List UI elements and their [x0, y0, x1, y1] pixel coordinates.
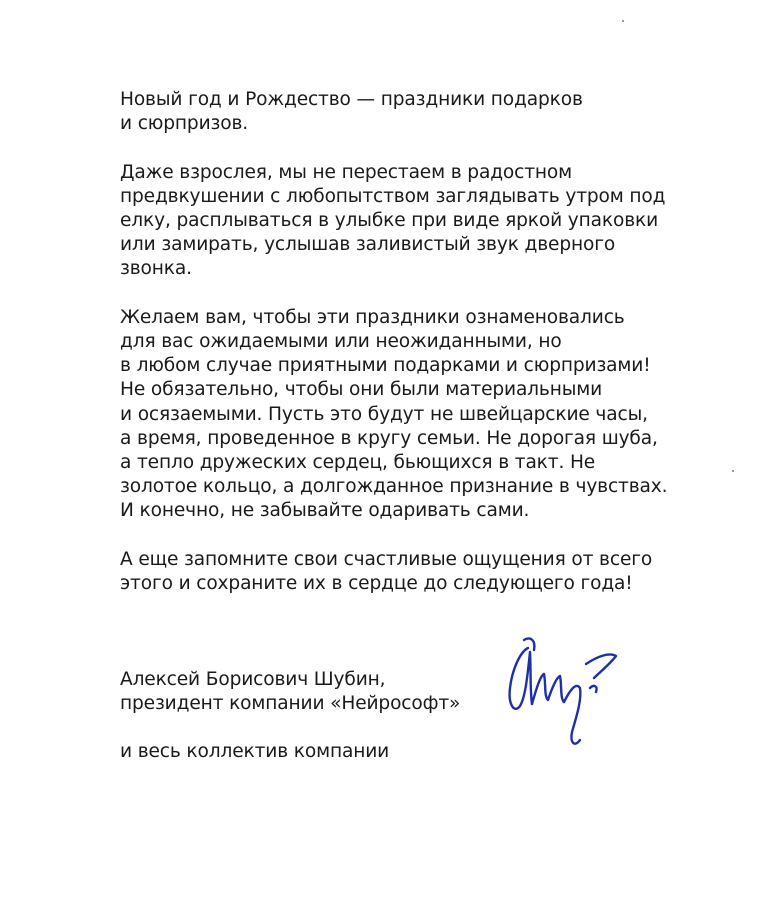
text-line: И конечно, не забывайте одаривать сами.	[120, 500, 530, 522]
scan-speck	[622, 20, 624, 22]
signer-position: президент компании «Нейрософт»	[120, 693, 461, 715]
text-line: для вас ожидаемыми или неожиданными, но	[120, 331, 562, 352]
text-line: а время, проведенное в кругу семьи. Не дорогая шуба,	[120, 427, 658, 449]
closing-paragraph	[120, 548, 680, 596]
text-line: Желаем вам, чтобы эти праздники ознаменовались	[120, 306, 625, 328]
text-line: Не обязательно, чтобы они были материальными	[120, 379, 603, 401]
text-line: этого и сохраните их в сердце до следующего года!	[120, 573, 633, 595]
scan-speck	[732, 470, 734, 472]
text-line: Новый год и Рождество — праздники подарков	[120, 89, 583, 110]
letter-body	[120, 88, 680, 620]
text-line: и осязаемыми. Пусть это будут не швейцарские часы,	[120, 403, 648, 425]
text-line: или замирать, услышав заливистый звук дверного	[120, 234, 616, 256]
greeting-paragraph	[120, 88, 680, 136]
text-line: в любом случае приятными подарками и сюрпризами!	[120, 355, 651, 377]
text-line: А еще запомните свои счастливые ощущения от всего	[120, 548, 653, 570]
text-line: звонка.	[120, 258, 192, 280]
text-line: елку, расплываться в улыбке при виде яркой упаковки	[120, 210, 659, 231]
text-line: предвкушении с любопытством заглядывать утром под	[120, 185, 666, 207]
signature-block	[120, 668, 520, 716]
body-paragraph	[120, 161, 680, 282]
text-line: и сюрпризов.	[120, 113, 249, 135]
text-line: золотое кольцо, а долгожданное признание в чувствах.	[120, 476, 668, 498]
wishes-paragraph	[120, 306, 680, 524]
team-line: и весь коллектив компании	[120, 741, 390, 762]
text-line: Даже взрослея, мы не перестаем в радостном	[120, 161, 572, 183]
signer-name: Алексей Борисович Шубин,	[120, 669, 386, 690]
text-line: а тепло дружеских сердец, бьющихся в такт. Не	[120, 452, 596, 474]
handwritten-signature	[490, 630, 640, 760]
